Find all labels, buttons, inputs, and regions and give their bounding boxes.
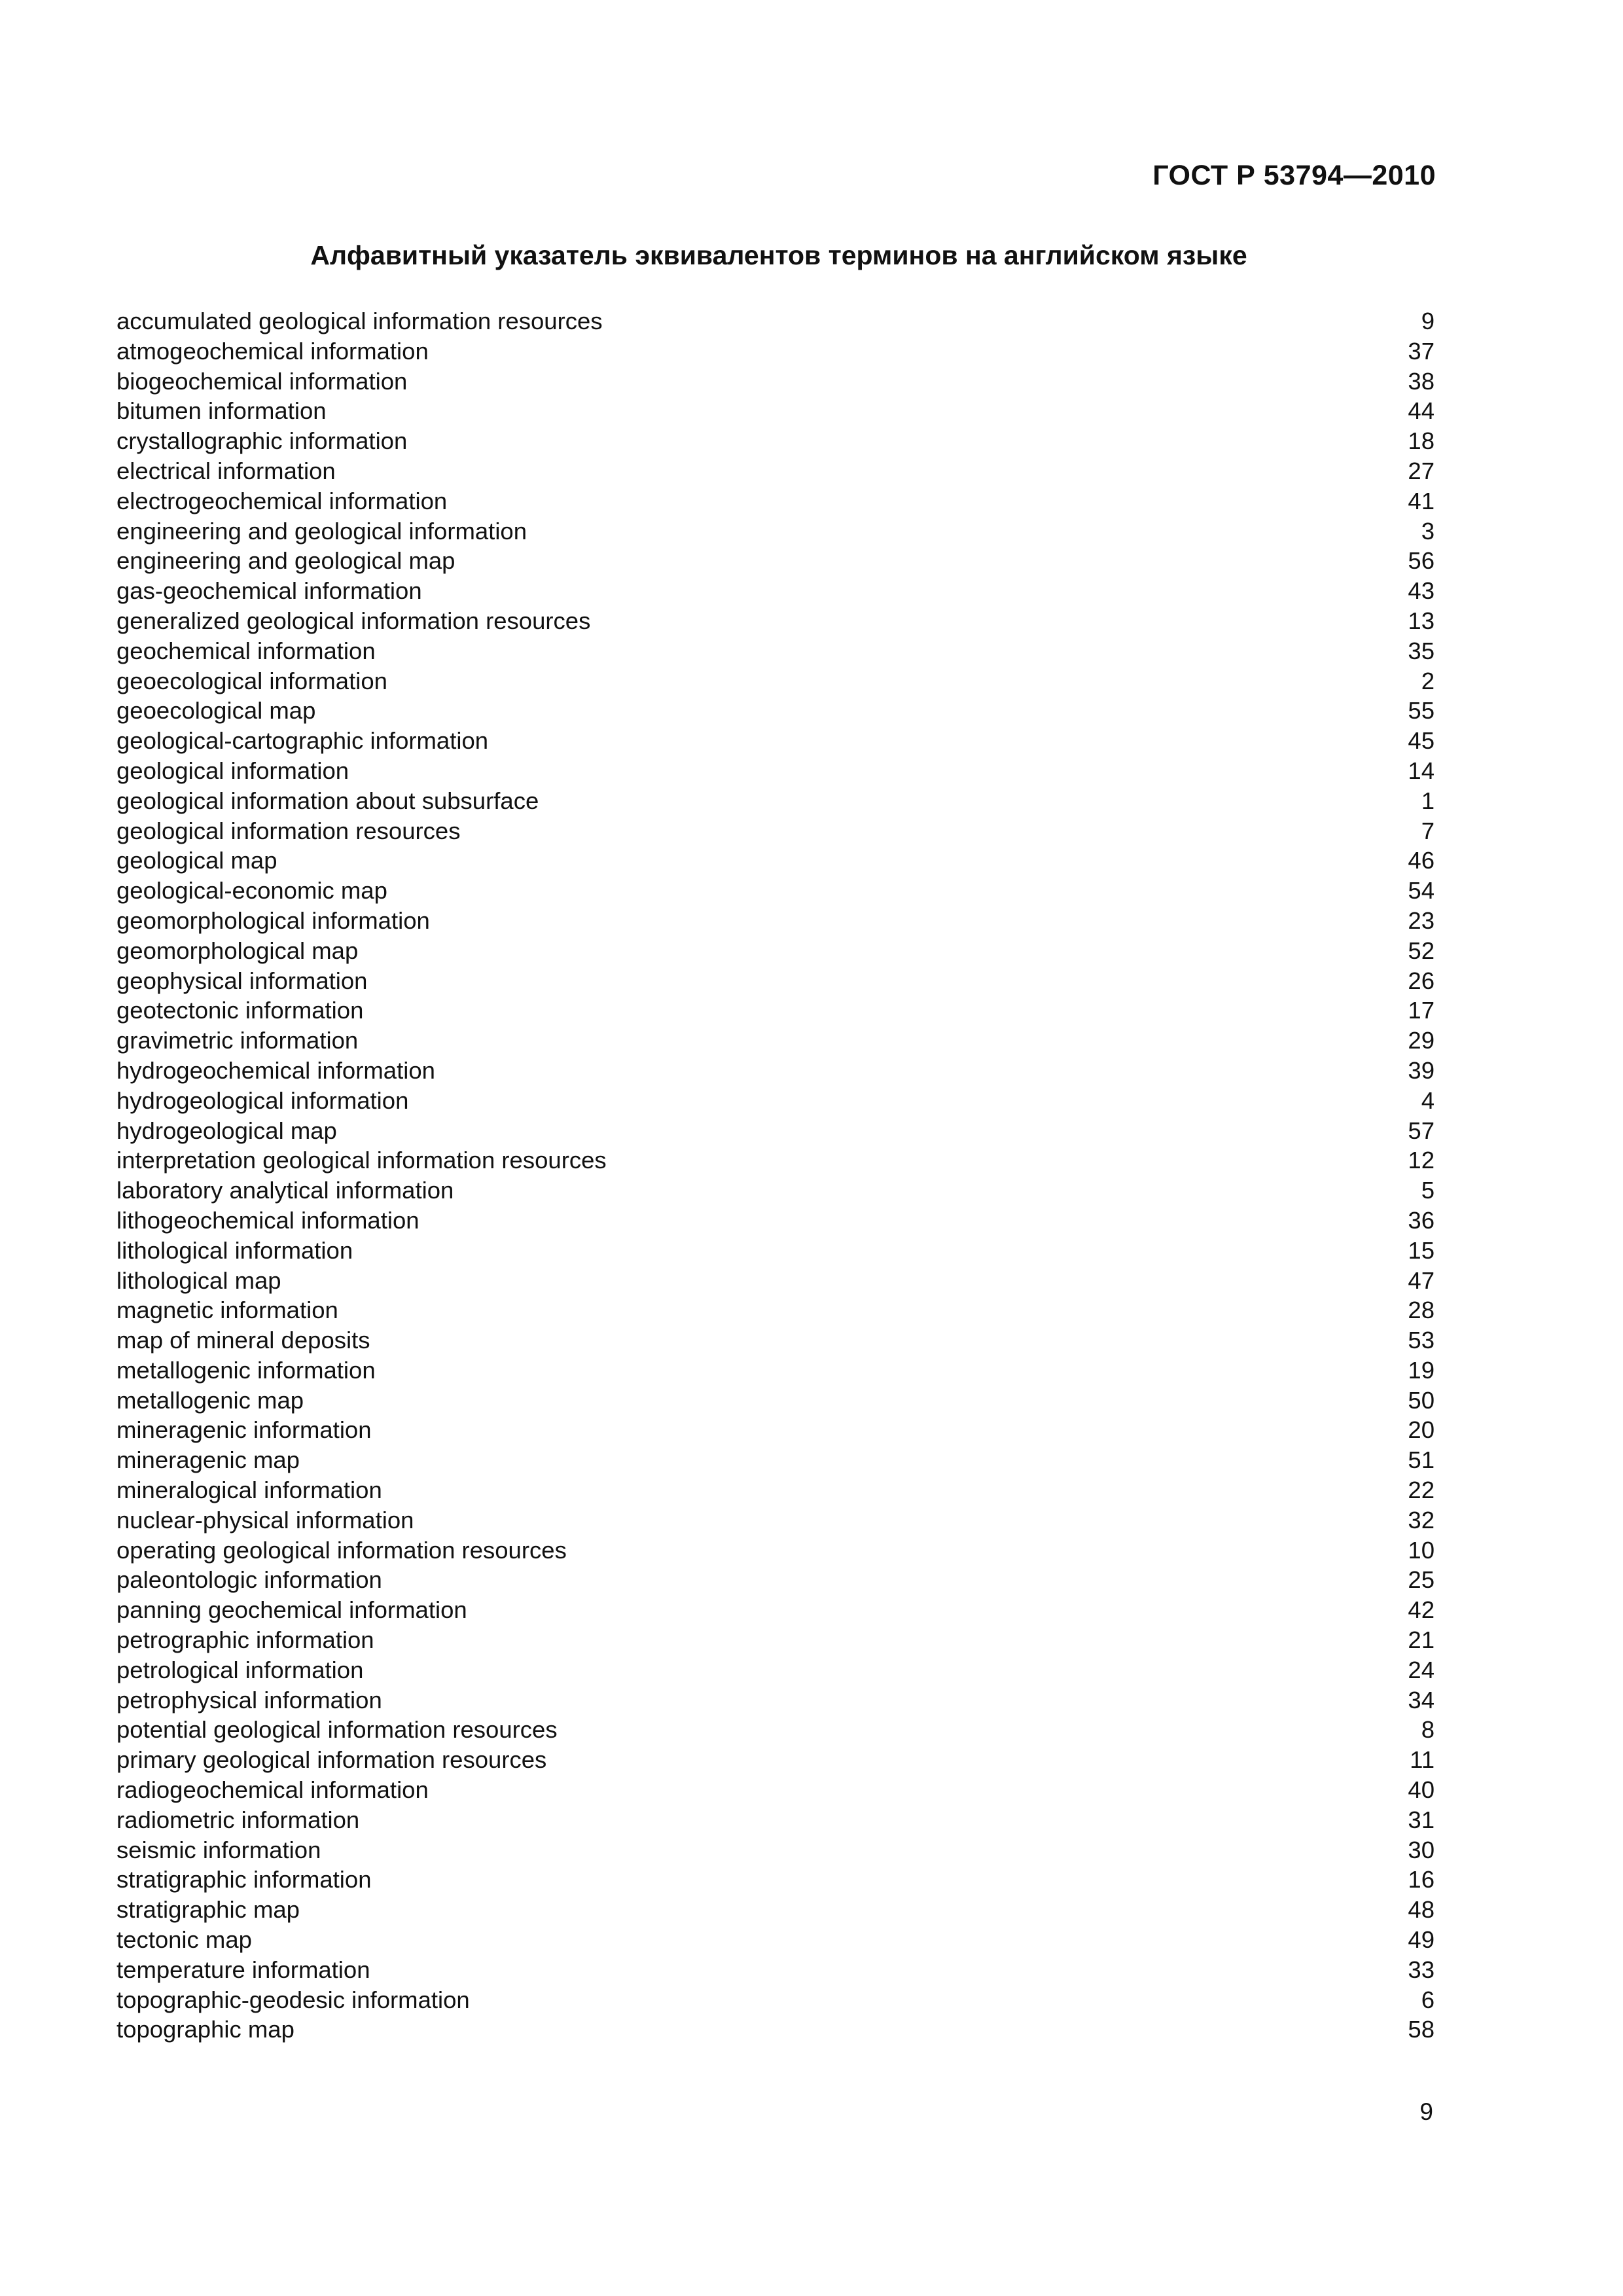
index-reference-number: 3	[1421, 517, 1435, 545]
index-term: lithogeochemical information	[116, 1206, 419, 1234]
index-entry	[116, 1775, 1435, 1805]
index-term: interpretation geological information resources	[116, 1147, 607, 1174]
index-term: radiogeochemical information	[116, 1776, 429, 1804]
index-entry	[116, 786, 1435, 816]
index-entry	[116, 726, 1435, 756]
index-entry	[116, 696, 1435, 726]
index-term: stratigraphic map	[116, 1896, 300, 1924]
index-reference-number: 46	[1408, 847, 1435, 874]
index-term: temperature information	[116, 1956, 370, 1983]
index-term: electrogeochemical information	[116, 487, 448, 514]
index-term: petrographic information	[116, 1626, 374, 1654]
index-term: seismic information	[116, 1836, 321, 1863]
index-entry	[116, 1056, 1435, 1086]
index-reference-number: 23	[1408, 906, 1435, 934]
index-entry	[116, 666, 1435, 696]
index-entry	[116, 1805, 1435, 1835]
index-term: gas-geochemical information	[116, 577, 422, 605]
index-entry	[116, 306, 1435, 336]
index-entry	[116, 1236, 1435, 1266]
index-reference-number: 38	[1408, 367, 1435, 395]
index-reference-number: 14	[1408, 757, 1435, 784]
index-reference-number: 12	[1408, 1147, 1435, 1174]
index-entry	[116, 1445, 1435, 1475]
index-entry	[116, 936, 1435, 966]
index-reference-number: 20	[1408, 1416, 1435, 1444]
index-reference-number: 19	[1408, 1356, 1435, 1384]
index-entry	[116, 846, 1435, 876]
index-reference-number: 11	[1410, 1746, 1435, 1774]
index-term: geotectonic information	[116, 997, 364, 1024]
index-term: geomorphological information	[116, 906, 430, 934]
index-reference-number: 58	[1408, 2016, 1435, 2043]
index-term: petrophysical information	[116, 1686, 382, 1713]
index-term: geological information resources	[116, 817, 461, 844]
index-term: geoecological map	[116, 697, 316, 725]
index-term: hydrogeological information	[116, 1086, 409, 1114]
index-term: lithological information	[116, 1236, 353, 1264]
index-term: bitumen information	[116, 397, 327, 425]
index-reference-number: 56	[1408, 547, 1435, 575]
index-term: laboratory analytical information	[116, 1177, 454, 1204]
term-index-list	[116, 306, 1435, 2045]
index-reference-number: 48	[1408, 1896, 1435, 1924]
index-term: engineering and geological information	[116, 517, 527, 545]
index-term: petrological information	[116, 1656, 364, 1683]
index-term: radiometric information	[116, 1806, 360, 1833]
index-entry	[116, 426, 1435, 456]
index-reference-number: 4	[1421, 1086, 1435, 1114]
index-reference-number: 49	[1408, 1926, 1435, 1954]
index-term: tectonic map	[116, 1926, 252, 1954]
index-reference-number: 45	[1408, 727, 1435, 755]
index-term: mineragenic map	[116, 1446, 300, 1474]
index-term: geomorphological map	[116, 937, 359, 964]
index-entry	[116, 1175, 1435, 1206]
index-reference-number: 50	[1408, 1386, 1435, 1414]
index-entry	[116, 1685, 1435, 1715]
index-reference-number: 53	[1408, 1327, 1435, 1354]
index-entry	[116, 816, 1435, 846]
index-entry	[116, 1505, 1435, 1535]
index-entry	[116, 1985, 1435, 2015]
index-term: stratigraphic information	[116, 1866, 372, 1893]
index-entry	[116, 906, 1435, 936]
index-term: geochemical information	[116, 637, 376, 664]
index-entry	[116, 1865, 1435, 1895]
index-term: atmogeochemical information	[116, 337, 429, 365]
index-reference-number: 34	[1408, 1686, 1435, 1713]
index-reference-number: 9	[1421, 308, 1435, 334]
index-entry	[116, 1295, 1435, 1325]
index-reference-number: 42	[1408, 1596, 1435, 1624]
index-reference-number: 44	[1408, 397, 1435, 425]
index-reference-number: 13	[1408, 607, 1435, 634]
index-entry	[116, 966, 1435, 996]
index-reference-number: 15	[1408, 1236, 1435, 1264]
index-entry	[116, 1745, 1435, 1775]
index-term: nuclear-physical information	[116, 1506, 414, 1534]
index-reference-number: 52	[1408, 937, 1435, 964]
index-entry	[116, 1355, 1435, 1386]
index-entry	[116, 396, 1435, 426]
index-term: mineragenic information	[116, 1416, 372, 1444]
index-entry	[116, 1026, 1435, 1056]
index-entry	[116, 367, 1435, 397]
index-entry	[116, 1955, 1435, 1985]
index-reference-number: 43	[1408, 577, 1435, 605]
index-term: magnetic information	[116, 1297, 338, 1324]
index-reference-number: 25	[1408, 1566, 1435, 1594]
index-reference-number: 27	[1408, 457, 1435, 484]
index-reference-number: 17	[1408, 997, 1435, 1024]
index-term: potential geological information resources	[116, 1716, 558, 1744]
index-entry	[116, 1595, 1435, 1625]
index-reference-number: 39	[1408, 1056, 1435, 1084]
index-reference-number: 29	[1408, 1027, 1435, 1054]
index-entry	[116, 996, 1435, 1026]
index-reference-number: 35	[1408, 637, 1435, 664]
index-reference-number: 22	[1408, 1477, 1435, 1504]
index-reference-number: 28	[1408, 1297, 1435, 1324]
index-entry	[116, 546, 1435, 576]
index-entry	[116, 1895, 1435, 1925]
index-reference-number: 36	[1408, 1206, 1435, 1234]
index-entry	[116, 756, 1435, 786]
index-term: engineering and geological map	[116, 547, 455, 575]
index-reference-number: 26	[1408, 967, 1435, 994]
index-entry	[116, 1386, 1435, 1416]
index-reference-number: 30	[1408, 1836, 1435, 1863]
index-entry	[116, 876, 1435, 906]
index-entry	[116, 1415, 1435, 1445]
index-term: accumulated geological information resources	[116, 308, 603, 334]
index-entry	[116, 1116, 1435, 1146]
index-title: Алфавитный указатель эквивалентов терминов на английском языке	[310, 240, 1247, 270]
index-entry	[116, 636, 1435, 666]
index-term: geological map	[116, 847, 277, 874]
index-entry	[116, 1325, 1435, 1355]
index-term: geophysical information	[116, 967, 368, 994]
index-term: geological-cartographic information	[116, 727, 489, 755]
index-entry	[116, 1925, 1435, 1955]
index-term: geological-economic map	[116, 877, 387, 905]
index-reference-number: 40	[1408, 1776, 1435, 1804]
index-reference-number: 1	[1421, 787, 1435, 814]
index-term: topographic-geodesic information	[116, 1986, 470, 2013]
index-term: biogeochemical information	[116, 367, 408, 395]
index-reference-number: 24	[1408, 1656, 1435, 1683]
index-reference-number: 37	[1408, 337, 1435, 365]
index-term: gravimetric information	[116, 1027, 359, 1054]
index-reference-number: 32	[1408, 1506, 1435, 1534]
index-reference-number: 57	[1408, 1117, 1435, 1144]
index-entry	[116, 1625, 1435, 1655]
index-term: geological information about subsurface	[116, 787, 539, 814]
index-term: mineralogical information	[116, 1477, 382, 1504]
index-term: topographic map	[116, 2016, 294, 2043]
index-entry	[116, 2015, 1435, 2045]
index-reference-number: 54	[1408, 877, 1435, 905]
index-entry	[116, 1535, 1435, 1566]
index-reference-number: 6	[1421, 1986, 1435, 2013]
index-term: crystallographic information	[116, 427, 408, 455]
index-entry	[116, 1266, 1435, 1296]
index-term: geological information	[116, 757, 349, 784]
index-term: primary geological information resources	[116, 1746, 547, 1774]
index-entry	[116, 1835, 1435, 1865]
document-code: ГОСТ Р 53794—2010	[1152, 160, 1436, 191]
index-reference-number: 16	[1408, 1866, 1435, 1893]
index-reference-number: 47	[1408, 1266, 1435, 1294]
index-term: metallogenic information	[116, 1356, 376, 1384]
index-term: lithological map	[116, 1266, 281, 1294]
index-term: generalized geological information resources	[116, 607, 591, 634]
index-term: metallogenic map	[116, 1386, 304, 1414]
index-entry	[116, 1086, 1435, 1116]
index-term: geoecological information	[116, 667, 387, 694]
index-entry	[116, 1715, 1435, 1745]
index-entry	[116, 1565, 1435, 1595]
index-reference-number: 5	[1421, 1177, 1435, 1204]
index-entry	[116, 456, 1435, 486]
index-entry	[116, 576, 1435, 606]
index-reference-number: 7	[1421, 817, 1435, 844]
index-entry	[116, 1475, 1435, 1505]
index-entry	[116, 1145, 1435, 1175]
index-term: operating geological information resources	[116, 1536, 567, 1564]
index-reference-number: 10	[1408, 1536, 1435, 1564]
index-entry	[116, 336, 1435, 367]
index-reference-number: 2	[1421, 667, 1435, 694]
index-reference-number: 21	[1408, 1626, 1435, 1654]
index-term: paleontologic information	[116, 1566, 382, 1594]
index-reference-number: 51	[1408, 1446, 1435, 1474]
index-reference-number: 8	[1421, 1716, 1435, 1744]
index-reference-number: 33	[1408, 1956, 1435, 1983]
index-term: map of mineral deposits	[116, 1327, 370, 1354]
index-reference-number: 31	[1408, 1806, 1435, 1833]
index-reference-number: 18	[1408, 427, 1435, 455]
index-entry	[116, 486, 1435, 516]
index-term: panning geochemical information	[116, 1596, 467, 1624]
index-term: hydrogeochemical information	[116, 1056, 435, 1084]
index-entry	[116, 1206, 1435, 1236]
index-entry	[116, 516, 1435, 547]
index-entry	[116, 606, 1435, 636]
index-reference-number: 55	[1408, 697, 1435, 725]
index-term: hydrogeological map	[116, 1117, 337, 1144]
index-entry	[116, 1655, 1435, 1685]
index-reference-number: 41	[1408, 487, 1435, 514]
page-number: 9	[1419, 2098, 1433, 2125]
index-term: electrical information	[116, 457, 336, 484]
